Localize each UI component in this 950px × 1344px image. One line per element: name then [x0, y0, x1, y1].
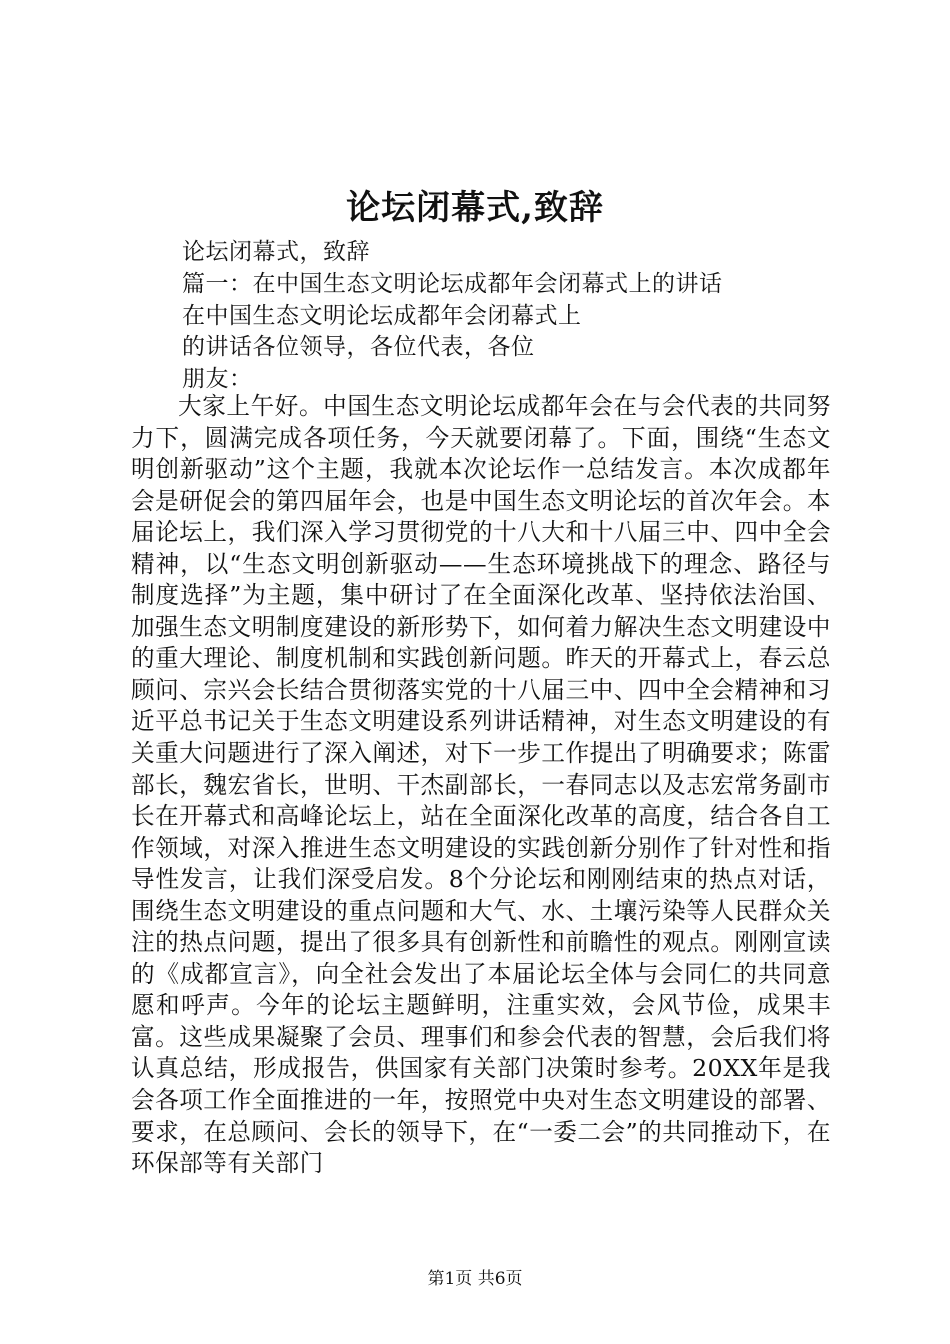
article-heading-line: 篇一：在中国生态文明论坛成都年会闭幕式上的讲话 — [182, 270, 723, 297]
speech-title-line: 在中国生态文明论坛成都年会闭幕式上 — [182, 302, 582, 329]
intro-lines — [182, 237, 862, 396]
body-paragraph: 大家上午好。中国生态文明论坛成都年会在与会代表的共同努力下，圆满完成各项任务，今天就要闭幕了。下面，围绕“生态文明创新驱动”这个主题，我就本次论坛作一总结发言。本次成都年会是研促会的第四届年会，也是中国生态文明论坛的首次年会。本届论坛上，我们深入学习贯彻党的十八大和十八届三中、四中全会精神，以“生态文明创新驱动——生态环境挑战下的理念、路径与制度选择”为主题，集中研讨了在全面深化改革、坚持依法治国、加强生态文明制度建设的新形势下，如何着力解决生态文明建设中的重大理论、制度机制和实践创新问题。昨天的开幕式上，春云总顾问、宗兴会长结合贯彻落实党的十八届三中、四中全会精神和习近平总书记关于生态文明建设系列讲话精神，对生态文明建设的有关重大问题进行了深入阐述，对下一步工作提出了明确要求；陈雷部长，魏宏省长，世明、干杰副部长，一春同志以及志宏常务副市长在开幕式和高峰论坛上，站在全面深化改革的高度，结合各自工作领域，对深入推进生态文明建设的实践创新分别作了针对性和指导性发言，让我们深受启发。8个分论坛和刚刚结束的热点对话，围绕生态文明建设的重点问题和大气、水、土壤污染等人民群众关注的热点问题，提出了很多具有创新性和前瞻性的观点。刚刚宣读的《成都宣言》，向全社会发出了本届论坛全体与会同仁的共同意愿和呼声。今年的论坛主题鲜明，注重实效，会风节俭，成果丰富。这些成果凝聚了会员、理事们和参会代表的智慧，会后我们将认真总结，形成报告，供国家有关部门决策时参考。20XX年是我会各项工作全面推进的一年，按照党中央对生态文明建设的部署、要求，在总顾问、会长的领导下，在“一委二会”的共同推动下，在环保部等有关部门 — [131, 392, 831, 1178]
page-footer: 第1页 共6页 — [427, 1269, 523, 1289]
subtitle-line: 论坛闭幕式，致辞 — [182, 239, 370, 265]
document-title: 论坛闭幕式,致辞 — [346, 188, 604, 228]
greeting-line-end: 朋友： — [182, 366, 253, 393]
greeting-line: 的讲话各位领导，各位代表，各位 — [182, 334, 535, 361]
